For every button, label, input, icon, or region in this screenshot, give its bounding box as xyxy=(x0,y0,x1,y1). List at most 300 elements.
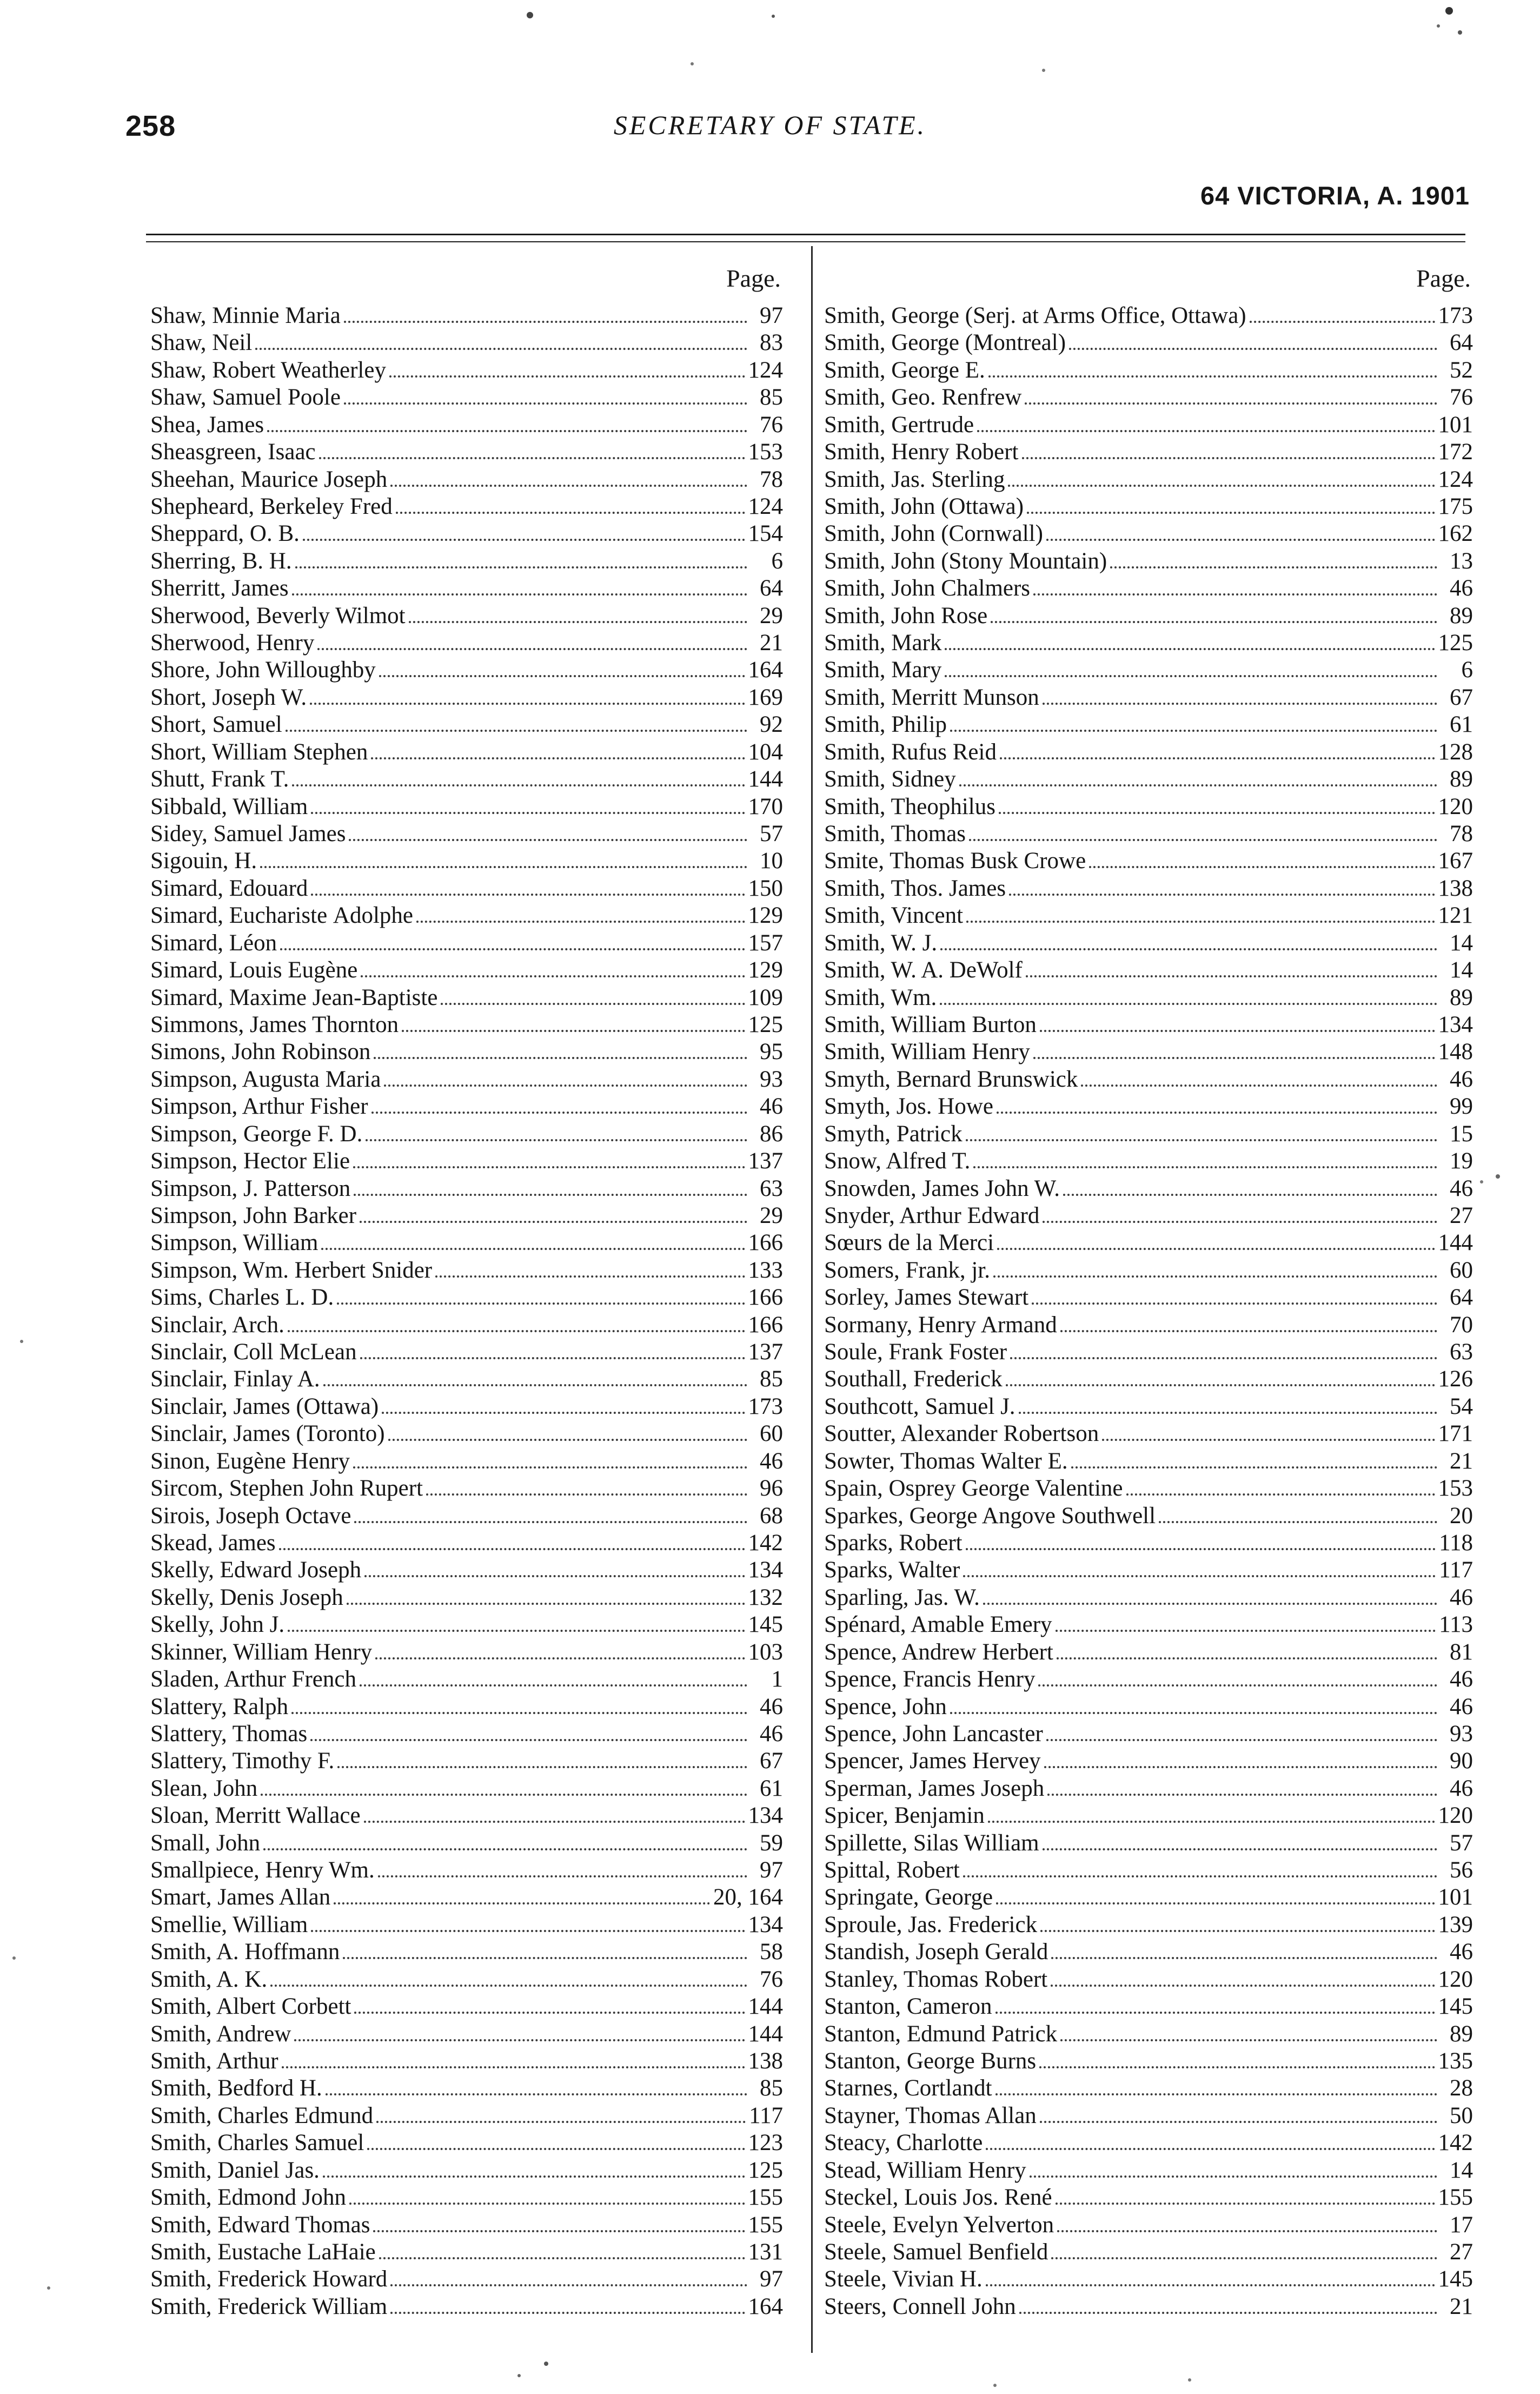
entry-page: 57 xyxy=(1450,1830,1473,1856)
dot-leader xyxy=(1040,1003,1435,1032)
entry-name: Sidey, Samuel James xyxy=(150,821,346,847)
entry-name: Spillette, Silas William xyxy=(824,1830,1039,1856)
entry-name: Smith, Sidney xyxy=(824,766,956,792)
dot-leader xyxy=(426,1466,747,1496)
entry-page: 172 xyxy=(1438,439,1473,465)
entry-name: Steers, Connell John xyxy=(824,2293,1016,2319)
entry-name: Smith, W. A. DeWolf xyxy=(824,957,1023,983)
entry-page: 153 xyxy=(1438,1476,1473,1502)
entry-name: Sproule, Jas. Frederick xyxy=(824,1912,1038,1937)
column-heading: Page. xyxy=(1416,264,1471,292)
entry-page: 169 xyxy=(748,684,783,710)
entry-page: 68 xyxy=(760,1503,783,1529)
entry-page: 142 xyxy=(748,1530,783,1556)
dot-leader xyxy=(997,1084,1437,1114)
entry-page: 142 xyxy=(1438,2130,1473,2156)
entry-page: 133 xyxy=(748,1257,783,1283)
entry-page: 166 xyxy=(748,1285,783,1311)
entry-name: Smith, Frederick Howard xyxy=(150,2266,388,2292)
entry-name: Soutter, Alexander Robertson xyxy=(824,1421,1099,1447)
dot-leader xyxy=(1038,1657,1437,1687)
dot-leader xyxy=(260,839,747,868)
entry-page: 125 xyxy=(1438,630,1473,656)
dot-leader xyxy=(966,894,1435,923)
entry-page: 113 xyxy=(1439,1612,1473,1638)
dot-leader xyxy=(292,757,745,786)
entry-name: Shore, John Willoughby xyxy=(150,657,376,683)
entry-page: 46 xyxy=(1450,1939,1473,1965)
entry-name: Spence, Andrew Herbert xyxy=(824,1639,1053,1665)
entry-name: Skinner, William Henry xyxy=(150,1639,373,1665)
entry-page: 52 xyxy=(1450,357,1473,383)
entry-page: 19 xyxy=(1450,1148,1473,1174)
entry-page: 134 xyxy=(748,1912,783,1937)
entry-name: Shaw, Neil xyxy=(150,330,253,356)
entry-name: Simpson, Hector Elie xyxy=(150,1148,350,1174)
entry-page: 144 xyxy=(748,2021,783,2047)
dot-leader xyxy=(317,621,747,650)
dot-leader xyxy=(950,1685,1437,1714)
entry-page: 46 xyxy=(1450,1666,1473,1692)
entry-name: Smith, John Rose xyxy=(824,603,988,629)
dot-leader xyxy=(375,1630,745,1659)
dot-leader xyxy=(390,2257,747,2286)
entry-name: Smyth, Jos. Howe xyxy=(824,1094,993,1120)
dot-leader xyxy=(435,1248,745,1278)
entry-page: 153 xyxy=(748,439,783,465)
entry-page: 78 xyxy=(1450,821,1473,847)
dot-leader xyxy=(337,1275,745,1305)
dot-leader xyxy=(360,1194,747,1223)
entry-name: Simard, Eucharistе Adolphe xyxy=(150,903,414,929)
entry-page: 171 xyxy=(1438,1421,1473,1447)
entry-page: 117 xyxy=(1439,1557,1473,1583)
entry-page: 93 xyxy=(1450,1721,1473,1747)
dot-leader xyxy=(270,1957,747,1987)
entry-page: 21 xyxy=(760,630,783,656)
dot-leader xyxy=(995,2066,1437,2095)
dot-leader xyxy=(966,1521,1436,1550)
dot-leader xyxy=(334,1875,710,1904)
dot-leader xyxy=(371,1084,747,1114)
entry-page: 137 xyxy=(748,1339,783,1365)
entry-page: 46 xyxy=(1450,1694,1473,1720)
entry-page: 89 xyxy=(1450,603,1473,629)
dot-leader xyxy=(349,2175,745,2205)
entry-page: 145 xyxy=(1438,1994,1473,2020)
entry-page: 99 xyxy=(1450,1094,1473,1120)
entry-name: Slattery, Ralph xyxy=(150,1694,289,1720)
entry-page: 46 xyxy=(1450,1175,1473,1201)
entry-page: 46 xyxy=(1450,1066,1473,1092)
dot-leader xyxy=(1040,1903,1435,1932)
entry-page: 164 xyxy=(748,2293,783,2319)
entry-name: Simpson, Wm. Herbert Snider xyxy=(150,1257,433,1283)
entry-name: Spittal, Robert xyxy=(824,1857,960,1883)
dot-leader xyxy=(360,1657,747,1687)
entry-page: 148 xyxy=(1438,1039,1473,1065)
entry-name: Smith, Gertrude xyxy=(824,412,974,438)
entry-name: Smyth, Patrick xyxy=(824,1121,962,1147)
entry-page: 124 xyxy=(748,493,783,519)
dot-leader xyxy=(963,1848,1437,1877)
entry-name: Smith, Geo. Renfrew xyxy=(824,385,1022,411)
dot-leader xyxy=(1057,1630,1437,1659)
entry-name: Stanton, Edmund Patrick xyxy=(824,2021,1058,2047)
entry-page: 134 xyxy=(1438,1011,1473,1037)
dot-leader xyxy=(1250,294,1435,323)
entry-page: 85 xyxy=(760,385,783,411)
entry-name: Smallpiece, Henry Wm. xyxy=(150,1857,375,1883)
entry-page: 64 xyxy=(1450,1285,1473,1311)
entry-page: 21 xyxy=(1450,2293,1473,2319)
entry-page: 109 xyxy=(748,984,783,1010)
dot-leader xyxy=(1102,1412,1435,1441)
entry-page: 131 xyxy=(748,2239,783,2265)
entry-name: Simard, Léon xyxy=(150,930,277,956)
entry-name: Simard, Louis Eugène xyxy=(150,957,358,983)
dot-leader xyxy=(292,566,747,596)
dot-leader xyxy=(279,1521,745,1550)
dot-leader xyxy=(995,1985,1435,2014)
entry-name: Simpson, Augusta Maria xyxy=(150,1066,381,1092)
dot-leader xyxy=(311,785,745,814)
entry-page: 92 xyxy=(760,712,783,738)
entry-page: 93 xyxy=(760,1066,783,1092)
entry-name: Simpson, Arthur Fisher xyxy=(150,1094,368,1120)
index-entry xyxy=(824,294,1473,328)
dot-leader xyxy=(311,867,745,896)
entry-page: 120 xyxy=(1438,793,1473,819)
entry-name: Smith, Bedford H. xyxy=(150,2075,322,2101)
entry-page: 103 xyxy=(748,1639,783,1665)
dot-leader xyxy=(1032,1275,1437,1305)
entry-name: Sorley, James Stewart xyxy=(824,1285,1029,1311)
dot-leader xyxy=(1025,375,1437,405)
entry-page: 162 xyxy=(1438,521,1473,547)
dot-leader xyxy=(1019,2285,1437,2314)
entry-page: 83 xyxy=(760,330,783,356)
entry-page: 89 xyxy=(1450,766,1473,792)
dot-leader xyxy=(950,703,1437,732)
entry-name: Slean, John xyxy=(150,1775,258,1801)
entry-name: Spencer, James Hervey xyxy=(824,1748,1041,1774)
dot-leader xyxy=(1043,1821,1437,1850)
entry-name: Starnes, Cortlandt xyxy=(824,2075,992,2101)
dot-leader xyxy=(282,2039,745,2068)
dot-leader xyxy=(376,2094,746,2123)
entry-name: Standish, Joseph Gerald xyxy=(824,1939,1048,1965)
index-column-left xyxy=(150,263,783,2319)
entry-page: 120 xyxy=(1438,1803,1473,1829)
entry-page: 64 xyxy=(1450,330,1473,356)
dot-leader xyxy=(988,348,1437,378)
dot-leader xyxy=(389,348,745,378)
dot-leader xyxy=(1051,1930,1437,1959)
entry-name: Sormany, Henry Armand xyxy=(824,1312,1057,1338)
entry-page: 17 xyxy=(1450,2212,1473,2238)
dot-leader xyxy=(360,1330,745,1359)
entry-page: 70 xyxy=(1450,1312,1473,1338)
entry-page: 85 xyxy=(760,1366,783,1392)
entry-name: Southcott, Samuel J. xyxy=(824,1393,1015,1419)
dot-leader xyxy=(343,1930,747,1959)
entry-page: 76 xyxy=(1450,385,1473,411)
entry-name: Spence, John Lancaster xyxy=(824,1721,1043,1747)
entry-page: 76 xyxy=(760,412,783,438)
entry-name: Smith, W. J. xyxy=(824,930,938,956)
dot-leader xyxy=(988,1794,1435,1823)
dot-leader xyxy=(321,1221,745,1250)
entry-name: Simard, Edouard xyxy=(150,875,308,901)
entry-name: Smith, John Chalmers xyxy=(824,576,1031,601)
entry-name: Sherwood, Henry xyxy=(150,630,315,656)
dot-leader xyxy=(1051,1957,1435,1987)
entry-page: 96 xyxy=(760,1476,783,1502)
entry-page: 157 xyxy=(748,930,783,956)
entry-page: 29 xyxy=(760,1202,783,1228)
entry-name: Sinclair, Coll McLean xyxy=(150,1339,357,1365)
entry-name: Sinclair, Arch. xyxy=(150,1312,284,1338)
entry-name: Smith, Henry Robert xyxy=(824,439,1019,465)
dot-leader xyxy=(382,1385,745,1414)
entry-name: Short, Samuel xyxy=(150,712,282,738)
header-rule-thin xyxy=(146,241,1465,242)
entry-name: Sœurs de la Merci xyxy=(824,1230,994,1256)
dot-leader xyxy=(1019,1385,1437,1414)
entry-name: Smith, Mary xyxy=(824,657,942,683)
dot-leader xyxy=(344,294,747,323)
entry-page: 144 xyxy=(748,766,783,792)
entry-page: 27 xyxy=(1450,1202,1473,1228)
entry-name: Sparks, Robert xyxy=(824,1530,962,1556)
entry-name: Smith, Eustache LaHaie xyxy=(150,2239,376,2265)
entry-page: 144 xyxy=(748,1994,783,2020)
dot-leader xyxy=(353,1139,745,1168)
dot-leader xyxy=(996,1875,1435,1904)
dot-leader xyxy=(963,1548,1436,1577)
entry-name: Sirois, Joseph Octave xyxy=(150,1503,351,1529)
entry-name: Snowden, James John W. xyxy=(824,1175,1060,1201)
entry-name: Skelly, John J. xyxy=(150,1612,285,1638)
entry-page: 61 xyxy=(1450,712,1473,738)
dot-leader xyxy=(1033,566,1437,596)
entry-name: Steele, Samuel Benfield xyxy=(824,2239,1048,2265)
dot-leader xyxy=(1057,2203,1437,2232)
entry-name: Smith, Andrew xyxy=(150,2021,291,2047)
entry-name: Sparks, Walter xyxy=(824,1557,960,1583)
entry-page: 167 xyxy=(1438,848,1473,874)
dot-leader xyxy=(374,1030,747,1059)
column-divider xyxy=(811,246,813,2353)
dot-leader xyxy=(354,1167,747,1196)
dot-leader xyxy=(441,976,745,1005)
entry-page: 46 xyxy=(760,1448,783,1474)
entry-page: 63 xyxy=(1450,1339,1473,1365)
entry-name: Shea, James xyxy=(150,412,264,438)
entry-page: 81 xyxy=(1450,1639,1473,1665)
entry-page: 89 xyxy=(1450,2021,1473,2047)
entry-name: Smith, Jas. Sterling xyxy=(824,466,1005,492)
entry-page: 21 xyxy=(1450,1448,1473,1474)
entry-page: 173 xyxy=(1438,303,1473,328)
entry-page: 20 xyxy=(1450,1503,1473,1529)
dot-leader xyxy=(1060,2012,1437,2041)
entry-name: Skelly, Denis Joseph xyxy=(150,1584,343,1610)
entry-page: 144 xyxy=(1438,1230,1473,1256)
entry-name: Soule, Frank Foster xyxy=(824,1339,1007,1365)
dot-leader xyxy=(969,812,1437,841)
dot-leader xyxy=(354,1494,747,1523)
entry-name: Smith, Rufus Reid xyxy=(824,739,997,765)
entry-name: Sigouin, H. xyxy=(150,848,257,874)
dot-leader xyxy=(323,1357,747,1386)
entry-name: Smith, George (Montreal) xyxy=(824,330,1066,356)
entry-name: Sparling, Jas. W. xyxy=(824,1584,980,1610)
entry-name: Stanley, Thomas Robert xyxy=(824,1966,1048,1992)
entry-name: Smith, John (Cornwall) xyxy=(824,521,1043,547)
entry-page: 120 xyxy=(1438,1966,1473,1992)
entry-page: 46 xyxy=(760,1094,783,1120)
entry-name: Shaw, Robert Weatherley xyxy=(150,357,386,383)
dot-leader xyxy=(1008,458,1435,487)
entry-name: Steckel, Louis Jos. René xyxy=(824,2185,1052,2211)
dot-leader xyxy=(1044,1739,1437,1768)
entry-name: Sperman, James Joseph xyxy=(824,1775,1045,1801)
entry-name: Sircom, Stephen John Rupert xyxy=(150,1476,423,1502)
dot-leader xyxy=(364,1794,745,1823)
entry-name: Smith, William Burton xyxy=(824,1011,1037,1037)
entry-page: 123 xyxy=(748,2130,783,2156)
entry-name: Smith, Charles Edmund xyxy=(150,2102,374,2128)
dot-leader xyxy=(945,648,1437,677)
index-column-right xyxy=(824,263,1473,2319)
dot-leader xyxy=(1063,1167,1437,1196)
entry-page: 46 xyxy=(1450,1775,1473,1801)
entry-name: Sinclair, James (Toronto) xyxy=(150,1421,385,1447)
entry-name: Skead, James xyxy=(150,1530,276,1556)
dot-leader xyxy=(1022,430,1435,459)
entry-name: Sparkes, George Angove Southwell xyxy=(824,1503,1156,1529)
entry-page: 90 xyxy=(1450,1748,1473,1774)
entry-page: 129 xyxy=(748,957,783,983)
dot-leader xyxy=(280,921,745,950)
dot-leader xyxy=(997,1221,1435,1250)
dot-leader xyxy=(1046,512,1435,541)
dot-leader xyxy=(263,1821,747,1850)
entry-page: 6 xyxy=(771,548,783,574)
entry-page: 85 xyxy=(760,2075,783,2101)
entry-name: Skelly, Edward Joseph xyxy=(150,1557,362,1583)
entry-name: Snow, Alfred T. xyxy=(824,1148,971,1174)
dot-leader xyxy=(361,948,745,977)
entry-name: Smith, Frederick William xyxy=(150,2293,388,2319)
dot-leader xyxy=(1060,1303,1437,1332)
entry-page: 54 xyxy=(1450,1393,1473,1419)
entry-page: 166 xyxy=(748,1230,783,1256)
entry-page: 67 xyxy=(1450,684,1473,710)
dot-leader xyxy=(1071,1439,1437,1469)
dot-leader xyxy=(319,430,745,459)
entry-name: Shepheard, Berkeley Fred xyxy=(150,493,393,519)
entry-page: 134 xyxy=(748,1557,783,1583)
dot-leader xyxy=(1056,1603,1436,1632)
dot-leader xyxy=(991,594,1437,623)
entry-name: Smyth, Bernard Brunswick xyxy=(824,1066,1078,1092)
entry-page: 118 xyxy=(1439,1530,1473,1556)
entry-name: Smith, Philip xyxy=(824,712,947,738)
page-number: 258 xyxy=(125,110,176,142)
dot-leader xyxy=(379,2230,745,2259)
entry-name: Smith, John (Stony Mountain) xyxy=(824,548,1107,574)
entry-name: Smith, John (Ottawa) xyxy=(824,493,1024,519)
entry-page: 137 xyxy=(748,1148,783,1174)
dot-leader xyxy=(402,1003,745,1032)
dot-leader xyxy=(1039,2039,1435,2068)
entry-name: Sheasgreen, Isaac xyxy=(150,439,316,465)
entry-name: Simpson, J. Patterson xyxy=(150,1175,351,1201)
dot-leader xyxy=(396,485,745,514)
dot-leader xyxy=(353,1439,747,1469)
dot-leader xyxy=(364,1548,745,1577)
dot-leader xyxy=(366,1112,747,1141)
dot-leader xyxy=(384,1057,747,1087)
entry-page: 104 xyxy=(748,739,783,765)
entry-name: Snyder, Arthur Edward xyxy=(824,1202,1040,1228)
entry-name: Smith, Arthur xyxy=(150,2048,278,2074)
dot-leader xyxy=(344,375,747,405)
dot-leader xyxy=(261,1767,747,1796)
entry-name: Simpson, John Barker xyxy=(150,1202,357,1228)
entry-name: Smith, Daniel Jas. xyxy=(150,2157,320,2183)
entry-page: 135 xyxy=(1438,2048,1473,2074)
dot-leader xyxy=(993,1248,1437,1278)
entry-name: Smith, Charles Samuel xyxy=(150,2130,364,2156)
entry-page: 170 xyxy=(748,793,783,819)
entry-name: Slattery, Timothy F. xyxy=(150,1748,335,1774)
dot-leader xyxy=(388,1412,747,1441)
entry-page: 155 xyxy=(748,2185,783,2211)
entry-page: 27 xyxy=(1450,2239,1473,2265)
entry-name: Sloan, Merritt Wallace xyxy=(150,1803,361,1829)
dot-leader xyxy=(390,2285,745,2314)
dot-leader xyxy=(311,1903,745,1932)
dot-leader xyxy=(310,1712,747,1741)
entry-name: Sinclair, Finlay A. xyxy=(150,1366,320,1392)
entry-name: Springate, George xyxy=(824,1884,993,1910)
dot-leader xyxy=(291,1685,747,1714)
entry-name: Smart, James Allan xyxy=(150,1884,331,1910)
entry-page: 166 xyxy=(748,1312,783,1338)
entry-page: 97 xyxy=(760,1857,783,1883)
entry-name: Sinon, Eugène Henry xyxy=(150,1448,350,1474)
entry-name: Spence, John xyxy=(824,1694,947,1720)
entry-name: Shaw, Samuel Poole xyxy=(150,385,341,411)
dot-leader xyxy=(986,2257,1435,2286)
dot-leader xyxy=(367,2121,745,2150)
dot-leader xyxy=(288,1303,745,1332)
entry-name: Sowter, Thomas Walter E. xyxy=(824,1448,1068,1474)
entry-page: 126 xyxy=(1438,1366,1473,1392)
dot-leader xyxy=(977,403,1435,432)
entry-page: 97 xyxy=(760,2266,783,2292)
entry-name: Steacy, Charlotte xyxy=(824,2130,983,2156)
dot-leader xyxy=(295,539,747,568)
dot-leader xyxy=(288,1603,745,1632)
dot-leader xyxy=(286,703,747,732)
column-heading: Page. xyxy=(726,264,781,292)
entry-name: Shaw, Minnie Maria xyxy=(150,303,341,328)
